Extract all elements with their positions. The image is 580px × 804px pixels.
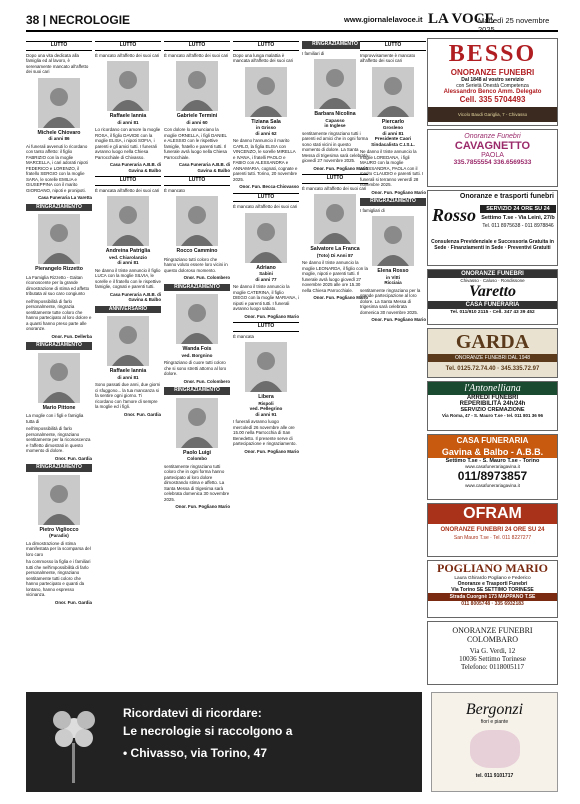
obituary-notice — [164, 41, 230, 173]
ad-garda-phone: Tel. 0125.72.74.40 · 345.335.72.97 — [445, 366, 540, 372]
portrait-photo — [176, 61, 218, 111]
ad-garda-sub: ONORANZE FUNEBRI DAL 1948 — [428, 354, 557, 362]
deceased-name: di anni 91 — [255, 411, 277, 417]
notice-body: sentitamente ringraziano tutti i parenti ed amici che in ogni forma sono stati vicini in questo momento di dolore. La Santa Messa di trigesima sarà celebrata giovedì 27 novembre 2025. — [302, 130, 368, 163]
funeral-home: Onor. Fun. Pogliano Mario — [371, 189, 426, 195]
obituary-notice — [360, 198, 426, 323]
ad-bergonzi-sub: fiori e piante — [480, 719, 509, 725]
ad-rosso-foot: Consulenza Previdenziale e Successoria Gratuita in Sede · Finanziamenti in Sede · Preventivi Gratuiti — [431, 239, 554, 251]
notice-intro: È mancato all'affetto dei suoi cari — [164, 52, 229, 58]
obituary-column-4 — [233, 38, 299, 686]
obituary-notice — [233, 41, 299, 190]
ad-gavina-title: CASA FUNERARIA — [428, 435, 557, 446]
funeral-home: Casa Funeraria La Varetta — [38, 195, 92, 200]
ad-antonelliana — [427, 381, 558, 431]
deceased-name: ved. Borgnino — [181, 352, 213, 358]
site-url[interactable]: www.giornalelavoce.it — [344, 15, 423, 24]
notice-body: Con dolore lo annunciano la moglie ORNELLA, i figli DANIEL e ALESSIO con le rispettive famiglie, fratello e parenti tutti. Il funerale avrà luogo nella Chiesa Parrocchiale. — [164, 127, 227, 160]
portrait-photo — [245, 213, 287, 263]
deceased-name: in Grisso — [256, 125, 276, 130]
deceased-name: (Paradis) — [49, 533, 69, 538]
portrait-photo — [38, 214, 80, 264]
notice-body: Ne danno il triste annuncio la moglie CATERINA, il figlio DIEGO con la moglie MARIANA, i nipoti e parenti tutti. I funerali avranno luogo sabato. — [233, 284, 299, 311]
deceased-name: Salvatore La Franca — [310, 246, 360, 252]
ad-rosso-service: SERVIZIO 24 ORE SU 24 — [480, 205, 556, 213]
notice-body: Lo ricordano con amore la moglie ROSA, il figlio DAVIDE con la moglie ELISA, i nipoti SOFIA, i parenti e gli amici tutti. I funerali avranno luogo nella Chiesa Parrocchiale di Chivasso. — [95, 127, 161, 160]
deceased-name: di anni 81 — [117, 119, 139, 125]
ad-varetto — [427, 269, 558, 325]
ad-gavina-site[interactable]: www.casafunerariagavina.it — [465, 483, 520, 488]
deceased-name: Barbara Nicolina — [314, 111, 356, 117]
portrait-photo — [107, 196, 149, 246]
reminder-line3: • Chivasso, via Torino, 47 — [123, 746, 268, 760]
ad-ofram-line: ONORANZE FUNEBRI 24 ORE SU 24 — [440, 527, 545, 533]
portrait-photo — [314, 59, 356, 109]
deceased-name: di anni 81 — [117, 374, 139, 380]
obituary-column-5 — [302, 38, 368, 686]
notice-body: Ne danno il triste annuncio il figlio LUCA con la moglie SILVIA, le sorelle e il fratello con le rispettive famiglie, cognati e parenti tutti. — [95, 267, 161, 289]
notice-intro: È mancato all'affetto dei suoi cari — [95, 52, 160, 58]
notice-type: RINGRAZIAMENTO — [164, 284, 230, 292]
ad-varetto-phone: Tel. 011/910 2115 - Cell. 347 43 39 452 — [450, 310, 535, 315]
notice-type: LUTTO — [360, 41, 426, 51]
deceased-name: Rispoli — [258, 400, 274, 406]
ad-ofram-addr: San Mauro T.se · Tel. 011 8227277 — [453, 535, 532, 541]
ad-besso-line2: con Serietà Onestà Competenza — [456, 83, 529, 89]
ad-antonelliana-sub: ARREDI FUNEBRI — [466, 395, 519, 401]
obituary-notice — [302, 41, 368, 171]
deceased-name: Michele Chiovaro — [37, 129, 81, 136]
ad-antonelliana-service: SERVIZIO CREMAZIONE — [460, 407, 525, 413]
obituary-column-2 — [95, 38, 161, 686]
deceased-name: Ricciaia — [384, 280, 402, 285]
obituary-notice — [164, 284, 230, 385]
notice-intro: I familiari di — [302, 50, 325, 56]
ad-cavagnetto-title: Onoranze Funebri — [464, 133, 521, 140]
obituary-column-1 — [26, 38, 92, 686]
deceased-name: di anni 77 — [255, 276, 277, 282]
deceased-name: Grosleno — [382, 125, 404, 130]
paper-logo: LA VOCE — [428, 11, 495, 27]
notice-intro: I famigliari di — [360, 207, 385, 213]
funeral-home: Onor. Fun. Gardia — [123, 411, 161, 417]
flower-icon — [34, 698, 114, 786]
notice-body2: ha commosso la figlia e i familiari tutti che nell'impossibilità di farlo personalmente, ringraziano sentitamente tutti coloro che hanno partecipato e quanti da lontano, hanno espresso vicinanza. — [26, 559, 91, 597]
notice-type: LUTTO — [233, 193, 299, 203]
ad-cavagnetto — [427, 129, 558, 187]
deceased-name: Andreina Patriglia — [105, 248, 151, 254]
obituary-notice — [360, 41, 426, 195]
notice-type: LUTTO — [26, 41, 92, 51]
notice-body: Ne danno il triste annuncio la moglie LOREDANA, i figli MAURO con la moglie ALESSANDRA, PAOLA con il marito CLAUDIO e parenti tutti. I funerali si terranno venerdì 28 novembre 2025. — [360, 149, 424, 187]
ad-cavagnetto-name: CAVAGNETTO — [454, 140, 531, 152]
deceased-name: Sabini — [259, 271, 273, 276]
ad-colombaro — [427, 621, 558, 685]
portrait-photo — [107, 61, 149, 111]
ad-rosso — [427, 190, 558, 266]
obituary-notice — [95, 306, 161, 418]
ad-colombaro-l5: Telefono: 0118005117 — [461, 663, 524, 671]
funeral-home: Onor. Fun. Pogliano Mario — [313, 165, 368, 171]
ad-rosso-phone: Tel. 011 8975638 - 011 8978846 — [482, 223, 554, 229]
ad-antonelliana-addr: Via Roma, 47 - S. Mauro T.se - tel. 011 801 36 96 — [442, 413, 543, 418]
ad-rosso-addr: Settimo T.se - Via Leinì, 27/b — [481, 215, 555, 221]
deceased-name: Rocco Cammino — [176, 248, 218, 254]
issue-date: Martedì 25 novembre 2025 — [478, 16, 550, 34]
ad-besso — [427, 38, 558, 126]
ad-varetto-sub: Chivasso · Caluso · Rondissone — [460, 278, 525, 283]
notice-type: LUTTO — [233, 41, 299, 51]
deceased-name: Gabriele Termini — [176, 113, 218, 119]
portrait-photo — [372, 67, 414, 117]
ad-pogliano-sub: Laura Ghirardo Pogliano e Federico — [454, 576, 531, 581]
obituary-notice — [302, 174, 368, 301]
notice-body: Ne danno l'annuncio il marito CARLO, la figlia ELISA con VINCENZO, le sorelle MIRELLA e IVANA, i fratelli PAOLO e FABIO con ALESSANDRA e ANNAMARIA, cognati, cognate e parenti tutti. Torino, 20 novembre 2025. — [233, 138, 298, 182]
obituary-notice — [95, 176, 161, 303]
ad-gavina-web[interactable]: www.casafunerariagavina.it — [465, 464, 520, 469]
notice-body: La moglie con i figli e famiglia tutta di — [26, 413, 84, 424]
deceased-name: in Vitti — [386, 274, 400, 280]
deceased-name: Colombo — [187, 456, 207, 461]
funeral-home: Onor. Fun. Pogliano Mario — [313, 295, 368, 300]
notice-type: ANNIVERSARIO — [95, 306, 161, 314]
deceased-name: Paolo Luigi — [183, 449, 211, 456]
notice-type: LUTTO — [95, 41, 161, 51]
portrait-photo — [176, 196, 218, 246]
ad-besso-phone: Cell. 335 5704493 — [459, 95, 526, 104]
funeral-home: Onor. Fun. Gardia — [54, 599, 92, 605]
ad-garda — [427, 328, 558, 378]
ad-antonelliana-hours: REPERIBILITÀ 24h/24h — [459, 401, 526, 407]
ad-colombaro-l1: ONORANZE FUNEBRI — [452, 626, 533, 635]
funeral-home: Onor. Fun. Becca-Chiovasso — [239, 184, 299, 189]
deceased-name: Presidente Caori — [374, 136, 412, 141]
bottom-banner — [26, 692, 558, 792]
portrait-photo — [314, 194, 356, 244]
portrait-photo — [38, 353, 80, 403]
notice-intro: Improvvisamente è mancato all'affetto dei suoi cari — [360, 52, 416, 63]
obituary-notice — [26, 41, 92, 201]
deceased-name: di anni 60 — [186, 119, 208, 125]
ad-colombaro-l3: Via G. Verdi, 12 — [469, 647, 516, 655]
obituary-notice — [26, 342, 92, 461]
deceased-name: di anni 62 — [255, 130, 277, 136]
deceased-name: Capasso — [325, 117, 345, 123]
funeral-home: Casa Funeraria A.B.B. di Gavina & Balbo — [109, 291, 161, 302]
notice-intro: È mancato — [164, 187, 185, 193]
obituary-notice — [95, 41, 161, 173]
deceased-name: Wanda Fois — [182, 346, 212, 352]
ad-pogliano-service: Onoranze e Trasporti Funebri — [457, 581, 528, 587]
ad-varetto-brand: Varetto — [468, 283, 517, 300]
deceased-name: Raffaele Iannia — [109, 368, 147, 374]
funeral-home: Casa Funeraria A.B.B. di Gavina & Balbo — [178, 162, 230, 173]
notice-body2: nell'impossibilità di farlo personalmente, ringraziano sentitamente per la riconoscenza e l'affetto dimostrati in questo momento di dolore. — [26, 426, 91, 453]
deceased-name: Libera — [258, 394, 274, 400]
portrait-photo — [176, 398, 218, 448]
deceased-name: in Inglese — [324, 123, 346, 128]
ad-pogliano-addr: Strada Cuorgnè 173 MAPPANO T.SE — [428, 593, 557, 601]
reminder-line2: Le necrologie si raccolgono a — [123, 724, 293, 738]
portrait-photo — [245, 342, 287, 392]
funeral-home: Casa Funeraria A.B.B. di Gavina & Balbo — [109, 162, 161, 173]
obituary-notice — [26, 204, 92, 340]
portrait-photo — [245, 67, 287, 117]
notice-body: sentitamente ringraziano tutti coloro che in ogni forma hanno partecipato al loro dolore dimostrando stima e affetto. La Santa Messa di trigesima sarà celebrata domenica 30 novembre 2025. — [164, 463, 230, 502]
ad-gavina-addr: Settimo T.se - S. Mauro T.se - Torino — [445, 458, 540, 464]
notice-type: RINGRAZIAMENTO — [302, 41, 368, 49]
notice-intro: Dopo una lunga malattia è mancata all'affetto dei suoi cari — [233, 52, 294, 63]
funeral-home: Onor. Fun. Colombero — [183, 275, 230, 280]
ad-besso-line1: Dal 1848 al vostro servizio — [461, 77, 524, 83]
ad-colombaro-l2: COLOMBARO — [466, 635, 519, 644]
notice-intro: È mancata — [233, 333, 254, 339]
obituary-column-3 — [164, 38, 230, 686]
portrait-photo — [107, 316, 149, 366]
notice-type: RINGRAZIAMENTO — [360, 198, 426, 206]
notice-type: LUTTO — [233, 322, 299, 332]
notice-type: RINGRAZIAMENTO — [26, 464, 92, 472]
ad-pogliano — [427, 560, 558, 618]
portrait-photo — [38, 78, 80, 128]
deceased-name: ved. Pellegrino — [249, 406, 283, 411]
deceased-name: di anni 81 — [382, 130, 404, 136]
funeral-home: Onor. Fun. Colombero — [183, 378, 230, 384]
ad-besso-line3: Alessandro Benco Amm. Delegato — [443, 89, 542, 95]
ads-column — [427, 38, 558, 686]
ad-besso-title: BESSO — [448, 41, 537, 67]
notice-type: RINGRAZIAMENTO — [26, 204, 92, 212]
notice-body: sentitamente ringraziano per la grande partecipazione al loro dolore. La Santa Messa di trigesima sarà celebrata domenica 30 novembre 2025. — [360, 287, 421, 315]
notice-type: RINGRAZIAMENTO — [26, 342, 92, 350]
ad-varetto-title: ONORANZE FUNEBRI — [428, 270, 557, 278]
ad-gavina-phone: 011/8973857 — [457, 469, 528, 483]
notice-body2: nell'impossibilità di farlo personalmente, ringrazia sentitamente tutte coloro che hanno partecipato al loro dolore e a quanti hanno preso parte alle onoranze. — [26, 298, 92, 331]
notice-intro: È mancato all'affetto dei suoi cari — [302, 185, 367, 191]
notice-type: LUTTO — [164, 176, 230, 186]
deceased-name: Tiziana Sala — [251, 118, 281, 125]
notice-body: I funerali avranno luogo mercoledì 26 novembre alle ore 15.00 nella Parrocchia di San Benedetto. Il presente serve di partecipazione e ringraziamento. — [233, 419, 297, 446]
deceased-name: Mario Pittone — [42, 404, 76, 411]
deceased-name: di anni 86 — [48, 136, 70, 141]
deceased-name: (Toto) Di Anni 87 — [316, 252, 354, 258]
funeral-home: Onor. Fun. Gardia — [54, 455, 92, 461]
ad-varetto-house: CASA FUNERARIA — [428, 301, 557, 309]
obituary-notice — [26, 464, 92, 605]
notice-body: Ringraziano di cuore tutti coloro che si sono stretti attorno al loro dolore. — [164, 360, 227, 376]
ad-pogliano-phone: 011 8005748 · 335 6932183 — [461, 601, 524, 607]
notice-intro: È mancata all'affetto dei suoi cari — [95, 187, 160, 193]
funeral-home: Onor. Fun. Dellerba — [51, 333, 92, 339]
ad-rosso-brand: Rosso — [432, 205, 477, 225]
ad-bergonzi-phone: tel. 011 9101717 — [475, 773, 514, 779]
deceased-name: di anni 81 — [117, 260, 139, 265]
ad-besso-addr: Vicolo Baudi Gariglia, 7 - Chivasso — [428, 107, 557, 122]
ad-colombaro-l4: 10036 Settimo Torinese — [459, 655, 526, 663]
deceased-name: Elena Rosso — [377, 268, 409, 274]
deceased-name: Raffaele Iannia — [109, 113, 147, 119]
obituary-notice — [233, 193, 299, 320]
notice-body: Sono passati due anni, due giorni ci sfuggono... la tua mancanza si fa sentire ogni giorno. Ti ricordano con l'amore di sempre la moglie ed i figli. — [95, 382, 161, 409]
ad-pogliano-title: POGLIANO MARIO — [437, 561, 548, 575]
page-section: 38 | NECROLOGIE — [26, 13, 131, 27]
notice-body: Ai funerali avvenuti lo ricordano con tanto affetto: il figlio FABRIZIO con la moglie MARCELLA, i cari adorati nipoti FEDERICO e LORENZO, il fratello SERGIO con la moglie SARA, le sorelle EMILIA e GIUSEPPINA con il marito GIORDANO, nipoti e pronipoti. — [26, 143, 88, 193]
funeral-home: Onor. Fun. Pogliano Mario — [371, 317, 426, 322]
ad-gavina-name: Gavina & Balbo - A.B.B. — [428, 446, 557, 458]
notice-body: Ne danno il triste annuncio la moglie LEONARDA, il figlio con la moglie, nipoti e parenti tutti. Il funerale avrà luogo giovedì 27 novembre 2025 alle ore 15.30 nella Chiesa Parrocchiale. — [302, 260, 368, 293]
notice-body: Ringraziano tutti coloro che hanno voluto essere loro vicini in questo doloroso momento. — [164, 256, 228, 273]
ad-besso-sub: ONORANZE FUNEBRI — [450, 68, 535, 77]
obituary-notice — [164, 176, 230, 281]
obituary-notice — [233, 322, 299, 454]
notice-type: RINGRAZIAMENTO — [164, 387, 230, 395]
ad-antonelliana-title: l'Antonelliana — [428, 382, 557, 395]
deceased-name: ved. Chiarolanzio — [108, 254, 148, 260]
ad-cavagnetto-who: PAOLA — [481, 152, 504, 159]
notice-type: LUTTO — [95, 176, 161, 186]
funeral-home: Onor. Fun. Pogliano Mario — [244, 313, 299, 319]
reminder-box — [26, 692, 422, 792]
ad-rosso-title: Onoranze e trasporti funebri — [459, 193, 554, 200]
portrait-photo — [372, 216, 414, 266]
funeral-home: Onor. Fun. Pogliano Mario — [244, 448, 299, 454]
deceased-name: Piercarlo — [381, 118, 405, 125]
ad-ofram-title: OFRAM — [428, 504, 557, 524]
notice-type: LUTTO — [302, 174, 368, 184]
notice-body: La Famiglia Rizzetto - Gaitan riconoscente per la grande dimostrazione di stima ed affetto tributata al suo caro congiunto — [26, 274, 90, 296]
deceased-name: Adriano — [256, 264, 276, 271]
ad-bergonzi-brand: Bergonzi — [465, 701, 524, 718]
notice-body: La dimostrazione di stima manifestata per la scomparsa del loro caro — [26, 540, 91, 557]
notice-intro: Dopo una vita dedicata alla famiglia ed al lavoro, è serenamente mancato all'affetto dei suoi cari — [26, 52, 89, 74]
funeral-home: Onor. Fun. Pogliano Mario — [175, 504, 230, 509]
flowers-icon — [470, 730, 520, 768]
ad-ofram — [427, 503, 558, 557]
ad-pogliano-city: Via Torino SE SETTIMO TORINESE — [451, 587, 534, 593]
ad-cavagnetto-phones: 335.7855554 336.6569533 — [453, 159, 532, 166]
page-header — [26, 10, 558, 32]
ad-garda-title: GARDA — [455, 331, 530, 353]
deceased-name: Pierangelo Rizzetto — [35, 266, 83, 272]
deceased-name: Sindacalista C.I.S.L. — [371, 141, 415, 147]
reminder-line1: Ricordatevi di ricordare: — [123, 706, 262, 720]
obituary-notice — [164, 387, 230, 510]
portrait-photo — [176, 294, 218, 344]
notice-type: LUTTO — [164, 41, 230, 51]
portrait-photo — [38, 475, 80, 525]
ad-gavina — [427, 434, 558, 500]
notice-intro: È mancato all'affetto dei suoi cari — [233, 204, 298, 209]
ad-bergonzi — [431, 692, 558, 792]
obituary-column-6 — [360, 38, 426, 686]
deceased-name: Pietro Vigliocco — [39, 526, 79, 533]
